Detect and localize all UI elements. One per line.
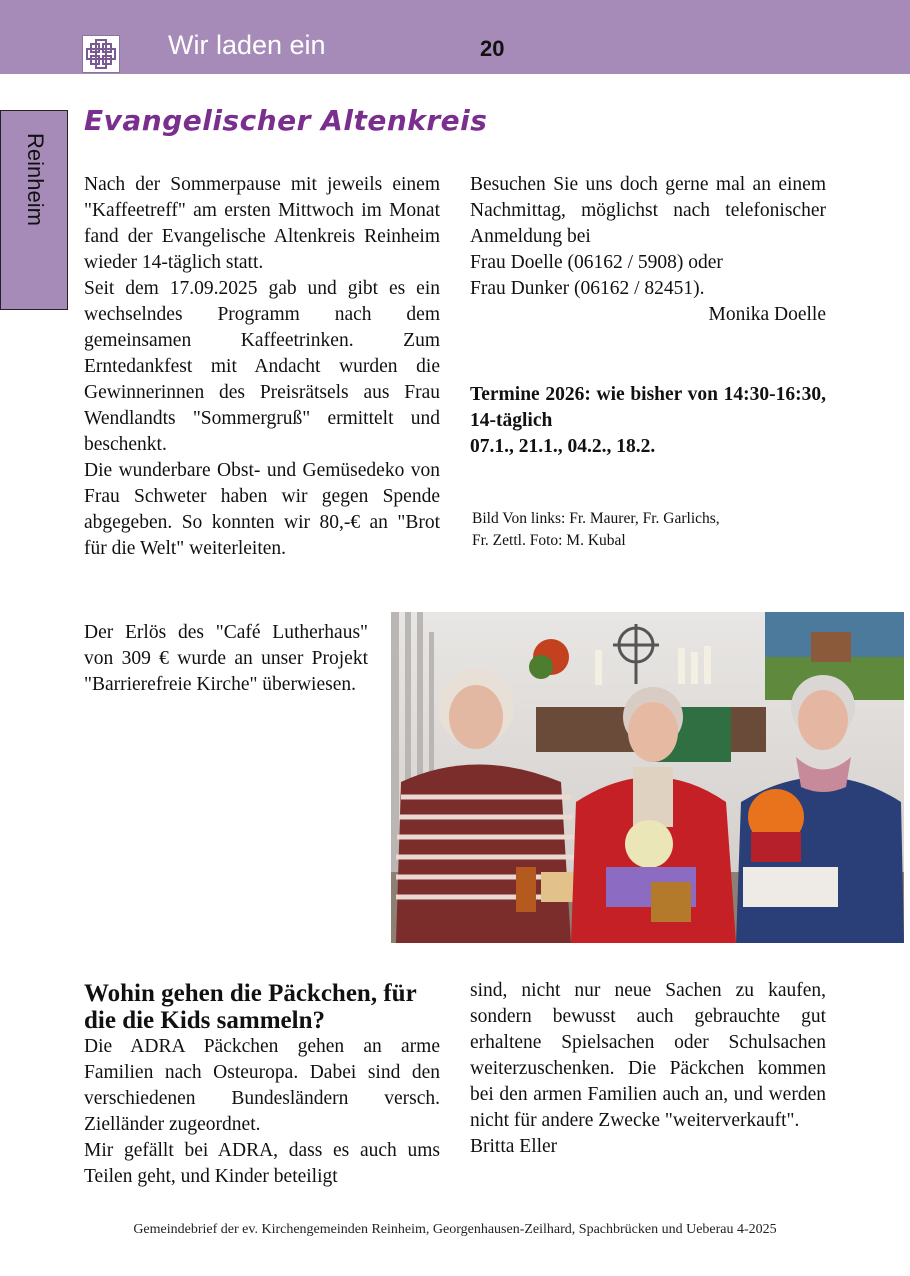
paragraph-part: Mir gefällt bei ADRA, dass es auch ums Teilen geht, und Kinder beteiligt [84,1140,440,1187]
paragraph: Die ADRA Päckchen gehen an arme Familien nach Osteuropa. Dabei sind den verschiedenen Bundesländern versch. Zielländer zugeordnet. [84,1036,440,1135]
article2-left-column [84,1034,440,1190]
paragraph: Nach der Sommerpause mit jeweils einem "Kaffeetreff" am ersten Mittwoch im Monat fand der Evangelische Altenkreis Reinheim wieder 14-täglich statt. [84,174,440,273]
article2-right-column [470,978,826,1160]
article-heading: Wohin gehen die Päckchen, für die die Kids sammeln? [84,980,417,1034]
cross-logo-icon [82,35,120,73]
termine-line: Termine 2026: wie bisher von 14:30-16:30, 14-täglich [470,384,826,431]
photo-caption [472,508,802,552]
termine-block [470,382,826,460]
author: Monika Doelle [708,304,826,325]
page-footer: Gemeindebrief der ev. Kirchengemeinden Reinheim, Georgenhausen-Zeilhard, Spachbrücken und Ueberau 4-2025 [133,1222,777,1237]
paragraph-continued: sind, nicht nur neue Sachen zu kaufen, sondern bewusst auch gebrauchte gut erhaltene Spielsachen oder Schulsachen weiterzuschenken. Die Päckchen kommen bei den armen Familien auch an, und werden nicht für andere Zwecke "weiterverkauft". [470,980,826,1131]
article-left-column [84,172,440,562]
termine-dates: 07.1., 21.1., 04.2., 18.2. [470,436,656,457]
header-title: Wir laden ein [168,30,326,60]
section-title: Evangelischer Altenkreis [84,104,488,137]
paragraph-split [84,1138,440,1190]
author: Britta Eller [470,1136,558,1157]
caption-line: Bild Von links: Fr. Maurer, Fr. Garlichs, [472,510,720,527]
page-number: 20 [480,36,505,61]
group-photo-image [391,612,904,943]
page-header [0,0,910,74]
caption-line: Fr. Zettl. Foto: M. Kubal [472,532,626,549]
article-left-column-lower [84,620,368,698]
contact-line: Frau Doelle (06162 / 5908) oder [470,252,723,273]
side-tab [0,110,68,310]
article-right-column [470,172,826,328]
contact-line: Frau Dunker (06162 / 82451). [470,278,705,299]
paragraph: Der Erlös des "Café Lutherhaus" von 309 € wurde an unser Projekt "Barrierefreie Kirche" überwiesen. [84,622,368,695]
paragraph: Seit dem 17.09.2025 gab und gibt es ein wechselndes Programm nach dem gemeinsamen Kaffeetrinken. Zum Erntedankfest mit Andacht wurden die Gewinnerinnen des Preisrätsels aus Frau Wendlandts "Sommergruß" ermittelt und beschenkt. [84,278,440,455]
side-tab-label: Reinheim [23,133,48,226]
paragraph: Die wunderbare Obst- und Gemüsedeko von Frau Schweter haben wir gegen Spende abgegeben. So konnten wir 80,-€ an "Brot für die Welt" weiterleiten. [84,460,440,559]
paragraph: Besuchen Sie uns doch gerne mal an einem Nachmittag, möglichst nach telefonischer Anmeldung bei [470,174,826,247]
